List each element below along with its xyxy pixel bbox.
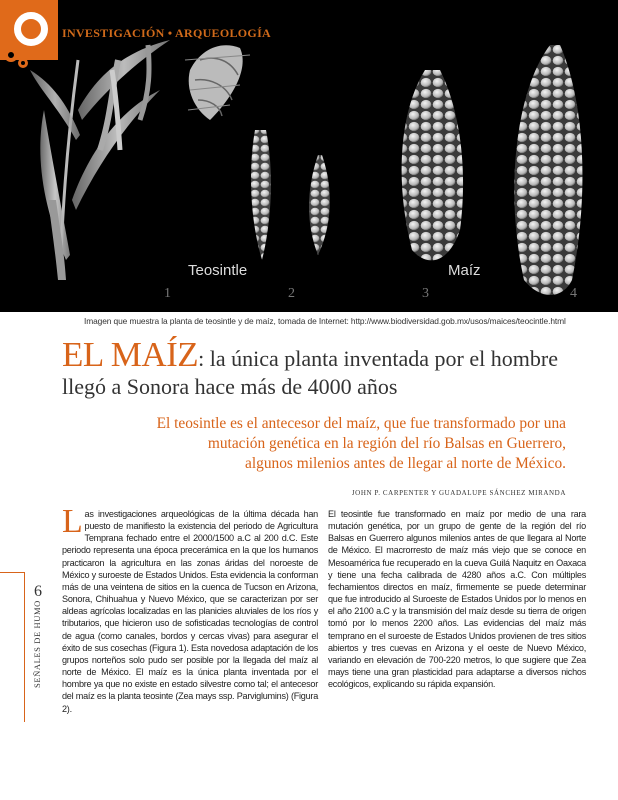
figure-number-4: 4 bbox=[570, 286, 577, 301]
subtitle-line1: El teosintle es el antecesor del maíz, que fue transformado por una bbox=[156, 415, 566, 432]
logo-dot-small-icon bbox=[18, 58, 28, 68]
maiz-ear-3 bbox=[402, 70, 463, 260]
body-column-1 bbox=[62, 503, 318, 715]
figure-photo bbox=[0, 0, 618, 312]
label-maiz: Maíz bbox=[448, 262, 481, 279]
teosintle-ear-a bbox=[251, 130, 271, 260]
magazine-name: SEÑALES DE HUMO bbox=[32, 600, 42, 688]
section-tags: INVESTIGACIÓN • ARQUEOLOGÍA bbox=[62, 26, 272, 40]
title-highlight: EL MAÍZ bbox=[62, 335, 199, 374]
teosintle-maiz-illustration bbox=[0, 0, 618, 312]
logo-dot-icon bbox=[4, 48, 18, 62]
article-authors: JOHN P. CARPENTER Y GUADALUPE SÁNCHEZ MIRANDA bbox=[351, 489, 566, 497]
maiz-ear-4 bbox=[514, 45, 582, 295]
article-subtitle bbox=[106, 414, 566, 474]
article-title bbox=[62, 335, 618, 400]
plant-1-drawing bbox=[30, 40, 250, 280]
title-line2: llegó a Sonora hace más de 4000 años bbox=[62, 374, 398, 399]
body-column-2: El teosintle fue transformado en maíz por medio de una rara mutación genética, por un grupo de gente de la región del río Balsas en Guerrero algunos milenios antes de que llegara al Norte de México. El macrorresto de maíz más viejo que se conoce en Mesoamérica fue recuperado en la cueva Guilá Naquitz en Oaxaca y tiene una fecha calibrada de 4280 años a.C. Con múltiples fechamientos directos en maíz, firmemente se puede determinar que fue introducido al Suroeste de Estados Unidos por lo menos en el año 2100 a.C y la transmisión del maíz desde su tierra de origen tomó por lo menos 2200 años. Las evidencias del maíz más temprano en el suroeste de Estados Unidos provienen de tres sitios abiertos y tres cuevas en Arizona y el oeste de Nuevo México, variando en elevación de 700-220 metros, lo que sugiere que Zea mays tiene una gran plasticidad para adaptarse a diversos nichos ecológicos, explicando su rápida expansión. bbox=[328, 509, 586, 690]
label-teosintle: Teosintle bbox=[188, 262, 248, 279]
sidebar-vertical-rule bbox=[24, 572, 25, 722]
title-line1: : la única planta inventada por el hombre bbox=[198, 346, 558, 371]
subtitle-line2: mutación genética en la región del río Balsas en Guerrero, bbox=[207, 435, 566, 452]
subtitle-line3: algunos milenios antes de llegar al norte de México. bbox=[245, 455, 566, 472]
figure-caption: Imagen que muestra la planta de teosintle y de maíz, tomada de Internet: http://www.biodiversidad.gob.mx/usos/maices/teocintle.html bbox=[84, 316, 566, 326]
sidebar-rule bbox=[0, 572, 24, 573]
figure-number-1: 1 bbox=[164, 286, 171, 301]
drop-cap: L bbox=[62, 503, 83, 540]
page-number: 6 bbox=[34, 583, 42, 600]
figure-number-3: 3 bbox=[422, 286, 429, 301]
logo-ring-icon bbox=[14, 12, 48, 46]
figure-number-2: 2 bbox=[288, 286, 295, 301]
column-1-text: as investigaciones arqueológicas de la última década han puesto de manifiesto la existencia del periodo de Agricultura Temprana fechado entre el 2000/1500 a.C al 200 d.C. Este periodo representa una época precerámica en la que los humanos practicaron la agricultura en las zonas áridas del noroeste de México y suroeste de Estados Unidos. Esta evidencia la conforman más de una veintena de sitios en la cuenca de Tucson en Arizona, Sonora, Chihuahua y Nuevo México, que se caracterizan por ser aldeas agrícolas localizadas en las planicies aluviales de los ríos y tributarios, que hicieron uso de sofisticadas tecnologías de control de agua (como canales, bordos y cercas vivas) para asegurar el éxito de sus cosechas (Figura 1). Esta novedosa adaptación de los grupos norteños solo pudo ser posible por la llegada del maíz al norte de México. El maíz es la única planta inventada por el hombre ya que no existe en estado silvestre como tal; el antecesor del maíz es la planta teosinte (Zea mays ssp. Parviglumins) (Figura 2). bbox=[62, 509, 318, 714]
teosintle-ear-b bbox=[309, 155, 330, 255]
